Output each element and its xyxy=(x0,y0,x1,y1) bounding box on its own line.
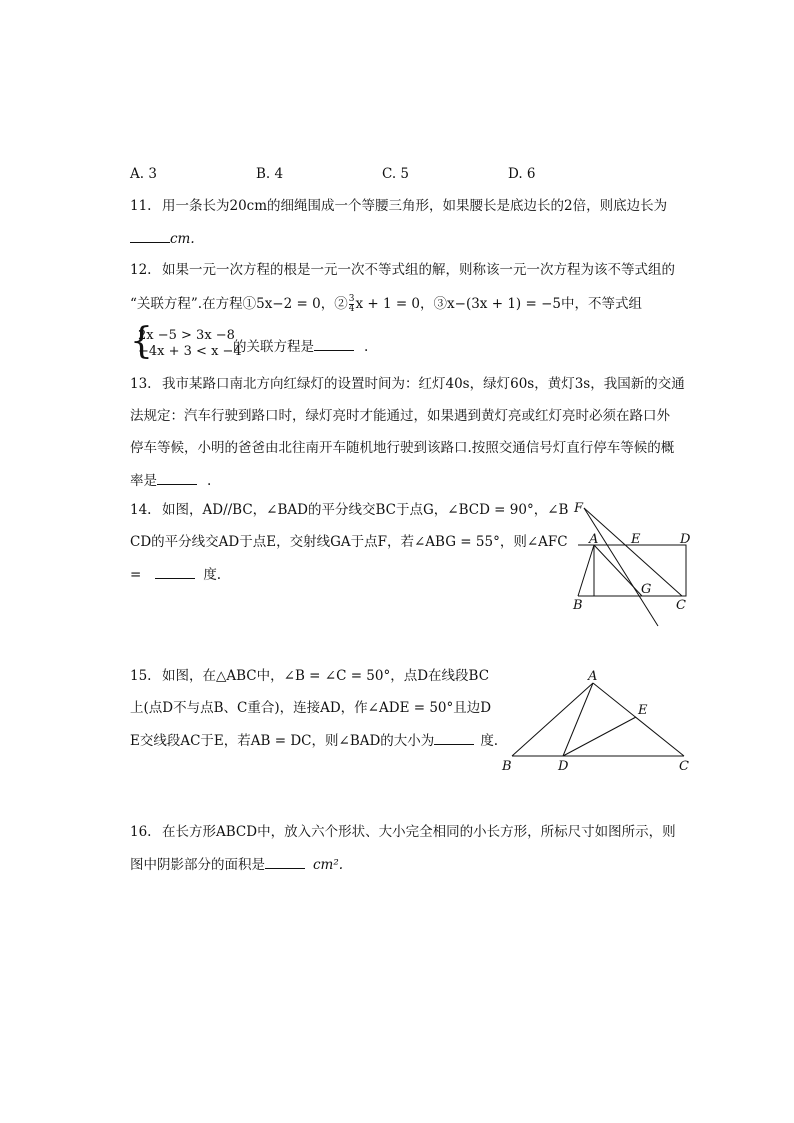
q14-line3 xyxy=(130,564,221,585)
q12-inequality-2: −4x + 3 < x −4 xyxy=(138,344,242,359)
q14-answer-blank[interactable] xyxy=(155,564,195,579)
q14-line2: CD的平分线交AD于点E，交射线GA于点F，若∠ABG = 55°，则∠AFC xyxy=(130,534,568,550)
q12-equation-2: x + 1 = 0， xyxy=(355,296,434,312)
q12-brace: { xyxy=(130,321,153,362)
q15-line3 xyxy=(130,730,498,751)
q16-answer-blank[interactable] xyxy=(265,854,305,869)
q16-text-1: 在长方形ABCD中，放入六个形状、大小完全相同的小长方形，所标尺寸如图所示，则 xyxy=(162,824,676,840)
q14-label-a: A xyxy=(589,532,599,547)
q15-answer-blank[interactable] xyxy=(434,730,474,745)
q15-side-ac xyxy=(593,683,684,756)
q15-label-a: A xyxy=(588,669,598,684)
q14-line-ab xyxy=(578,545,594,596)
q16-number: 16. xyxy=(130,824,152,840)
q11-line1 xyxy=(130,196,667,216)
q15-label-b: B xyxy=(502,759,512,774)
q16-line2 xyxy=(130,854,343,875)
q15-unit: 度. xyxy=(480,733,499,749)
q11-answer-blank[interactable] xyxy=(130,228,170,243)
q13-line3: 停车等候，小明的爸爸由北往南开车随机地行驶到该路口.按照交通信号灯直行停车等候的概 xyxy=(130,440,675,456)
q13-line4-text: 率是 xyxy=(130,473,157,489)
q15-text-1: 如图，在△ABC中，∠B = ∠C = 50°，点D在线段BC xyxy=(162,668,490,684)
q13-text-1: 我市某路口南北方向红绿灯的设置时间为：红灯40s，绿灯60s，黄灯3s，我国新的交通 xyxy=(162,376,685,392)
q14-label-d: D xyxy=(680,532,691,547)
q12-number: 12. xyxy=(130,262,152,278)
choice-a: A. 3 xyxy=(130,166,157,182)
q12-equation-2-prefix: ② xyxy=(334,296,348,312)
q14-label-c: C xyxy=(676,598,686,613)
q14-label-e: E xyxy=(631,532,641,547)
q15-segment-de xyxy=(563,717,636,756)
q15-label-e: E xyxy=(638,703,648,718)
q14-label-g: G xyxy=(641,582,652,597)
q12-equation-3: ③x−(3x + 1) = −5中，不等式组 xyxy=(433,296,642,312)
q12-fraction-numerator: 3 xyxy=(348,294,355,304)
choice-b: B. 4 xyxy=(256,166,284,182)
q14-line1 xyxy=(130,500,568,520)
q13-line1 xyxy=(130,374,685,394)
q12-line3-text: 的关联方程是 xyxy=(233,339,314,355)
q11-number: 11. xyxy=(130,198,152,214)
q14-figure xyxy=(560,496,700,636)
q15-line2: 上(点D不与点B、C重合)，连接AD，作∠ADE = 50°且边D xyxy=(130,700,492,716)
q16-line1 xyxy=(130,822,676,842)
choice-c: C. 5 xyxy=(382,166,410,182)
q11-unit: cm. xyxy=(170,231,195,247)
q14-equals: = xyxy=(130,567,142,583)
q14-line-bisector xyxy=(584,508,658,626)
q15-segment-ad xyxy=(563,683,593,756)
q12-end: . xyxy=(364,339,369,355)
q12-text: 如果一元一次方程的根是一元一次不等式组的解，则称该一元一次方程为该不等式组的 xyxy=(162,262,675,278)
q15-label-c: C xyxy=(679,759,689,774)
q13-line4 xyxy=(130,470,211,491)
q15-number: 15. xyxy=(130,668,152,684)
q12-line2 xyxy=(130,294,642,314)
q15-label-d: D xyxy=(558,759,569,774)
q12-answer-blank[interactable] xyxy=(314,336,354,351)
q12-line1 xyxy=(130,260,675,280)
q16-line2-text: 图中阴影部分的面积是 xyxy=(130,857,265,873)
q16-unit: cm². xyxy=(313,857,344,873)
q14-line-fc xyxy=(584,508,682,596)
q13-number: 13. xyxy=(130,376,152,392)
q11-text: 用一条长为20cm的细绳围成一个等腰三角形，如果腰长是底边长的2倍，则底边长为 xyxy=(162,198,668,214)
q14-line-ag xyxy=(594,545,642,596)
q15-figure xyxy=(496,666,696,782)
q11-line2 xyxy=(130,228,195,249)
q14-text-1: 如图，AD//BC，∠BAD的平分线交BC于点G，∠BCD = 90°，∠B xyxy=(162,502,569,518)
q12-line2-text: “关联方程”.在方程 xyxy=(130,296,243,312)
q13-line2: 法规定：汽车行驶到路口时，绿灯亮时才能通过，如果遇到黄灯亮或红灯亮时必须在路口外 xyxy=(130,408,670,424)
q14-rectangle xyxy=(594,545,686,596)
q15-side-ab xyxy=(512,683,593,756)
q15-line3-text: E交线段AC于E，若AB = DC，则∠BAD的大小为 xyxy=(130,733,435,749)
q13-answer-blank[interactable] xyxy=(157,470,197,485)
q12-fraction xyxy=(349,295,355,314)
choice-d: D. 6 xyxy=(508,166,536,182)
q12-line3 xyxy=(233,336,368,357)
q13-end: . xyxy=(207,473,212,489)
q14-label-b: B xyxy=(573,598,583,613)
q15-line1 xyxy=(130,666,489,686)
q12-inequality-1: 2x −5 > 3x −8 xyxy=(138,328,235,343)
q12-equation-1: ①5x−2 = 0， xyxy=(242,296,335,312)
q14-unit: 度. xyxy=(203,567,222,583)
q14-label-f: F xyxy=(574,501,584,516)
q12-fraction-denominator: 4 xyxy=(348,304,355,314)
q14-number: 14. xyxy=(130,502,152,518)
